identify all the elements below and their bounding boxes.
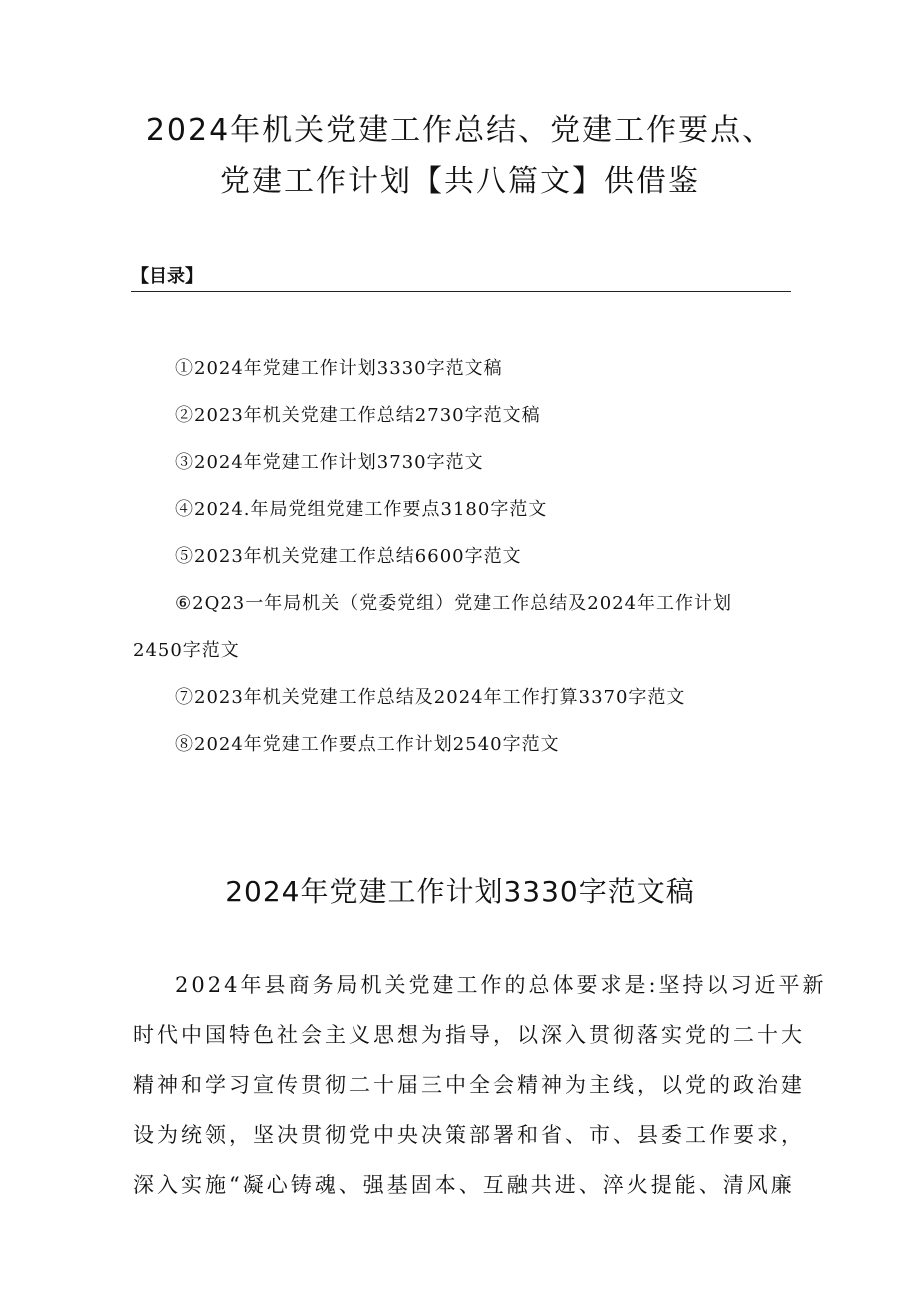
body-text-line: 时代中国特色社会主义思想为指导，以深入贯彻落实党的二十大 (133, 1023, 805, 1047)
toc-item: ⑧2024年党建工作要点工作计划2540字范文 (175, 734, 560, 755)
toc-item: ⑦2023年机关党建工作总结及2024年工作打算3370字范文 (175, 687, 686, 708)
toc-item: ②2023年机关党建工作总结2730字范文稿 (175, 405, 541, 426)
body-text-line: 2024年县商务局机关党建工作的总体要求是:坚持以习近平新 (175, 973, 827, 997)
body-text-line: 精神和学习宣传贯彻二十届三中全会精神为主线，以党的政治建 (133, 1073, 805, 1097)
toc-item: ③2024年党建工作计划3730字范文 (175, 452, 484, 473)
body-text-line: 设为统领，坚决贯彻党中央决策部署和省、市、县委工作要求， (133, 1123, 805, 1147)
toc-item: ⑤2023年机关党建工作总结6600字范文 (175, 546, 522, 567)
document-title-line-2: 党建工作计划【共八篇文】供借鉴 (220, 164, 700, 199)
document-title-line-1: 2024年机关党建工作总结、党建工作要点、 (145, 113, 775, 148)
section-title: 2024年党建工作计划3330字范文稿 (225, 875, 695, 908)
toc-item: ④2024.年局党组党建工作要点3180字范文 (175, 499, 548, 520)
toc-item: ⑥2Q23一年局机关（党委党组）党建工作总结及2024年工作计划 (175, 593, 733, 614)
toc-divider (131, 291, 791, 292)
toc-heading: 【目录】 (131, 266, 203, 287)
toc-item-continuation: 2450字范文 (133, 640, 240, 661)
toc-item: ①2024年党建工作计划3330字范文稿 (175, 358, 503, 379)
body-text-line: 深入实施“凝心铸魂、强基固本、互融共进、淬火提能、清风廉 (133, 1173, 795, 1197)
